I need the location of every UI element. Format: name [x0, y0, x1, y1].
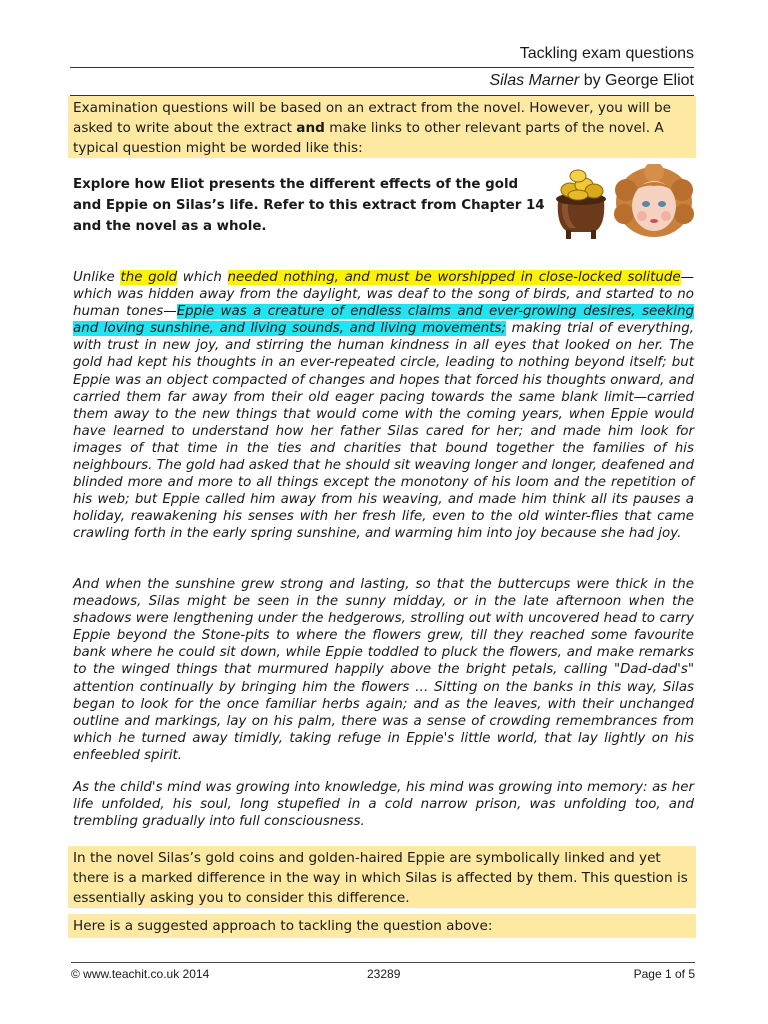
page-header: [489, 40, 694, 94]
extract-text: making trial of everything, with trust in new joy, and stirring the human kindness in all eyes that looked on her. The gold had kept his thoughts in an ever-repeated circle, leading to nothing beyond itself; but Eppie was an object compacted of changes and hopes that forced his thoughts onward, and carried them far away from their old eager pacing towards the same blank limit—carried them away to the new things that would come with the coming years, when Eppie would have learned to understand how her father Silas cared for her; and made him look for images of that time in the ties and charities that bound together the families of his neighbours. The gold had asked that he should sit weaving longer and longer, deafened and blinded more and more to all things except the monotony of his loom and the repetition of his web; but Eppie called him away from his weaving, and made him think all its pauses a holiday, reawakening his senses with her fresh life, even to the old winter-flies that came crawling forth in the early spring sunshine, and warming him into joy because she had joy.: [73, 321, 694, 542]
page-footer: [71, 962, 695, 985]
extract-paragraph-2: And when the sunshine grew strong and lasting, so that the buttercups were thick in the meadows, Silas might be seen in the sunny midday, or in the late afternoon when the shadows were lengthening under the hedgerows, strolling out with uncovered head to carry Eppie beyond the Stone-pits to where the flowers grew, till they reached some favourite bank where he could sit down, while Eppie toddled to pluck the flowers, and make remarks to the winged things that murmured happily above the bright petals, calling "Dad-dad's" attention continually by bringing him the flowers … Sitting on the banks in this way, Silas began to look for the once familiar herbs again; and as the leaves, with their unchanged outline and markings, lay on his palm, there was a sense of crowding remembrances from which he turned away timidly, taking refuge in Eppie's little world, that lay lightly on his enfeebled spirit.: [73, 577, 694, 763]
approach-callout: Here is a suggested approach to tackling the question above:: [68, 914, 696, 938]
book-title: Silas Marner: [489, 72, 580, 89]
intro-bold: and: [296, 120, 325, 136]
intro-text: Examination questions will be based on an extract from the novel. However, you will be asked to write about the extract: [73, 100, 671, 136]
extract-text: Unlike: [73, 270, 121, 285]
highlight-cyan: Eppie was a creature of endless claims and ever-growing desires, seeking and loving sunshine, and living sounds, and living movements;: [73, 304, 694, 337]
header-title: Tackling exam questions: [519, 45, 694, 62]
footer-page-number: Page 1 of 5: [633, 967, 695, 981]
footer-copyright: © www.teachit.co.uk 2014: [71, 967, 210, 981]
note-callout: In the novel Silas’s gold coins and golden-haired Eppie are symbolically linked and yet there is a marked difference in the way in which Silas is affected by them. This question is essentially asking you to consider this difference.: [68, 846, 696, 908]
highlight-yellow: needed nothing, and must be worshipped in close-locked solitude: [227, 270, 681, 285]
book-author: by George Eliot: [579, 72, 694, 89]
extract-text: —which was hidden away from the daylight, was deaf to the song of birds, and started to no human tones—: [73, 270, 694, 320]
eppie-doll-image: [614, 164, 694, 240]
extract-text: which: [177, 270, 228, 285]
footer-code: 23289: [367, 967, 401, 981]
pot-of-gold-image: [552, 164, 610, 240]
header-subtitle: [489, 67, 694, 94]
intro-callout: [68, 96, 696, 158]
intro-text: make links to other relevant parts of the novel. A typical question might be worded like this:: [73, 120, 664, 156]
exam-question: Explore how Eliot presents the different effects of the gold and Eppie on Silas’s life. Refer to this extract from Chapter 14 and the novel as a whole.: [73, 177, 545, 234]
extract-paragraph-1: [73, 269, 694, 543]
extract-paragraph-3: As the child's mind was growing into knowledge, his mind was growing into memory: as her life unfolded, his soul, long stupefied in a cold narrow prison, was unfolding too, and trembling gradually into full consciousness.: [73, 780, 694, 830]
header-rule: [70, 67, 694, 68]
highlight-yellow: the gold: [120, 270, 178, 285]
